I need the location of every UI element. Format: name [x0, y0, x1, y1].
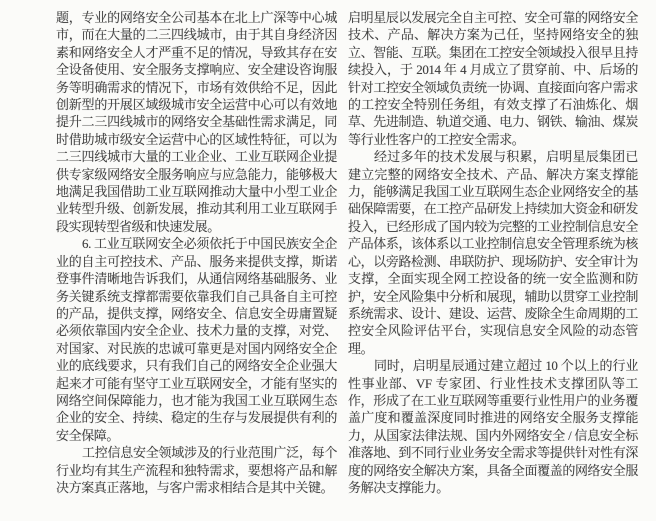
paragraph: 工控信息安全领域涉及的行业范围广泛，每个行业均有其生产流程和独特需求，要想将产品和解决方案真正落地，与客户需求相结合是其中关键。	[56, 445, 337, 495]
paragraph: 经过多年的技术发展与积累，启明星辰集团已建立完整的网络安全技术、产品、解决方案支撑能力，能够满足我国工业互联网生态企业网络安全的基础保障需要，在工控产品研发上持续加大资金和研发投入，已经形成了国内较为完整的工业控制信息安全产品体系，该体系以工业控制信息安全管理系统为核心，以旁路检测、串联防护、现场防护、安全审计为支撑，全面实现全网工控设备的统一安全监测和防护，安全风险集中分析和展现，辅助以贯穿工业控制系统需求、设计、建设、运营、废除全生命周期的工控安全风险评估平台，实现信息安全风险的动态管理。	[348, 149, 638, 356]
paragraph: 6. 工业互联网安全必须依托于中国民族安全企业的自主可控技术、产品、服务来提供支撑，斯诺登事件清晰地告诉我们，从通信网络基础服务、业务关键系统支撑都需要依靠我们自己具备自主可控的产品，提供支撑，网络安全、信息安全毋庸置疑必须依靠国内安全企业、技术力量的支撑，对党、对国家、对民族的忠诚可靠更是对国内网络安全企业的底线要求，只有我们自己的网络安全企业强大起来才可能有坚守工业互联网安全，才能有坚实的网络空间保障能力，也才能为我国工业互联网生态企业的安全、持续、稳定的生存与发展提供有利的安全保障。	[56, 236, 337, 443]
paragraph: 启明星辰以发展完全自主可控、安全可靠的网络安全技术、产品、解决方案为己任，坚持网络安全的独立、智能、互联。集团在工控安全领域投入很早且持续投入，于 2014 年 4 月成立了贯穿前、中、后场的针对工控安全领域负责统一协调、直接面向客户需求的工控安全特别任务组，有效支撑了石油炼化、烟草、先进制造、轨道交通、电力、钢铁、输油、煤炭等行业性客户的工控安全需求。	[348, 10, 638, 147]
paragraph: 同时，启明星辰通过建立超过 10 个以上的行业性事业部、VF 专家团、行业性技术支撑团队等工作，形成了在工业互联网等重要行业性用户的业务覆盖广度和覆盖深度同时推进的网络安全服务支撑能力，从国家法律法规、国内外网络安全 / 信息安全标准落地、到不同行业业务安全需求等提供针对性有深度的网络安全解决方案，具备全面覆盖的网络安全服务解决支撑能力。	[348, 358, 638, 495]
text-column-left	[56, 9, 337, 521]
text-column-right	[348, 9, 638, 521]
paragraph: 题，专业的网络安全公司基本在北上广深等中心城市，而在大量的二三四线城市，由于其自身经济因素和网络安全人才严重不足的情况，导致其存在安全设备使用、安全服务支撑响应、安全建设咨询服务等明确需求的情况下，市场有效供给不足，因此创新型的开展区域级城市安全运营中心可以有效地提升二三四线城市的网络安全基础性需求满足，同时借助城市级安全运营中心的区域性特征，可以为二三四线城市大量的工业企业、工业互联网企业提供专家级网络安全服务响应与应急能力，能够极大地满足我国借助工业互联网推动大量中小型工业企业转型升级、创新发展，推动其利用工业互联网手段实现转型省级和快速发展。	[56, 10, 337, 234]
